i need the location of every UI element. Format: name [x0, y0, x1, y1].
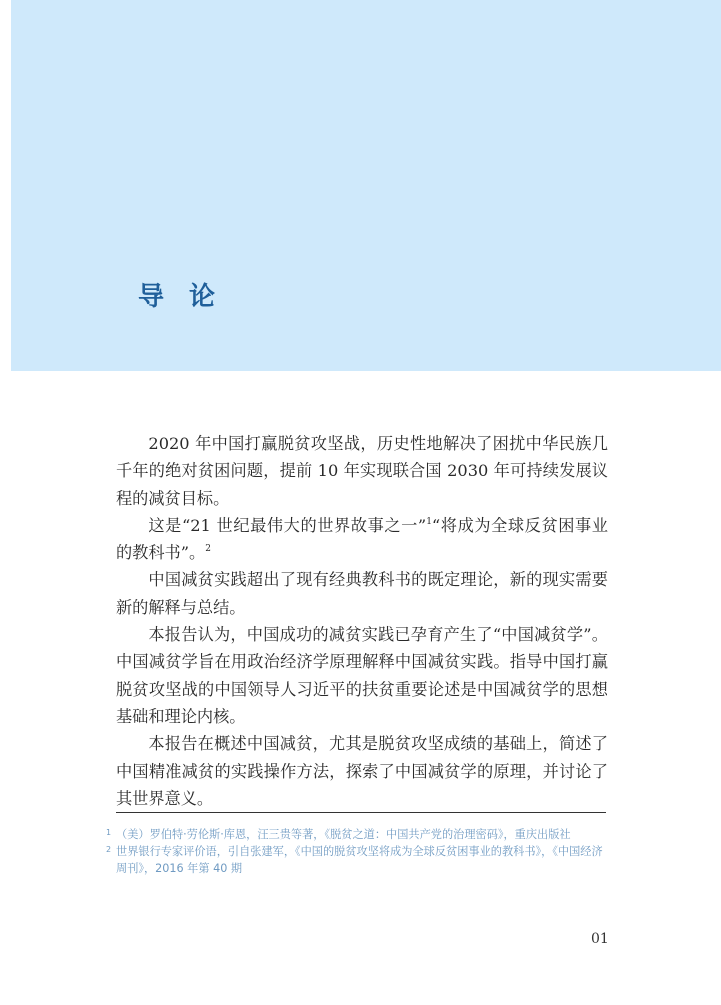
footnote-ref-1[interactable]: 1: [426, 516, 432, 527]
footnote-divider: [116, 812, 606, 813]
footnote-2-text: 世界银行专家评价语，引自张建军，《中国的脱贫攻坚将成为全球反贫困事业的教科书》，《中国经济周刊》，2016 年第 40 期: [116, 845, 603, 875]
paragraph-4: 本报告认为，中国成功的减贫实践已孕育产生了“中国减贫学”。中国减贫学旨在用政治经济学原理解释中国减贫实践。指导中国打赢脱贫攻坚战的中国领导人习近平的扶贫重要论述是中国减贫学的思想基础和理论内核。: [116, 625, 608, 726]
paragraph-1: 2020 年中国打赢脱贫攻坚战，历史性地解决了困扰中华民族几千年的绝对贫困问题，提前 10 年实现联合国 2030 年可持续发展议程的减贫目标。: [116, 434, 608, 508]
paragraph-2-quote-2: “将成为全球反贫困事业的教科书”。: [116, 515, 608, 563]
footnote-ref-2[interactable]: 2: [205, 544, 211, 555]
paragraph-5: 本报告在概述中国减贫，尤其是脱贫攻坚成绩的基础上，简述了中国精准减贫的实践操作方法，探索了中国减贫学的原理，并讨论了其世界意义。: [116, 734, 608, 808]
paragraph-3: 中国减贫实践超出了现有经典教科书的既定理论，新的现实需要新的解释与总结。: [116, 570, 608, 617]
paragraph-2-quote-1: 这是“21 世纪最伟大的世界故事之一”: [148, 515, 427, 535]
page-number: 01: [591, 931, 609, 947]
footnote-2: [106, 843, 608, 877]
footnotes: [106, 826, 608, 877]
paragraph-2: [116, 512, 608, 567]
chapter-title: 导 论: [138, 282, 224, 312]
footnote-2-number: 2: [106, 845, 112, 854]
footnote-1-number: 1: [106, 828, 112, 837]
footnote-1-text: （美）罗伯特·劳伦斯·库恩，汪三贵等著，《脱贫之道：中国共产党的治理密码》，重庆出版社: [116, 828, 571, 841]
body-text: [116, 430, 608, 812]
footnote-1: [106, 826, 608, 843]
chapter-header-band: [11, 0, 721, 371]
